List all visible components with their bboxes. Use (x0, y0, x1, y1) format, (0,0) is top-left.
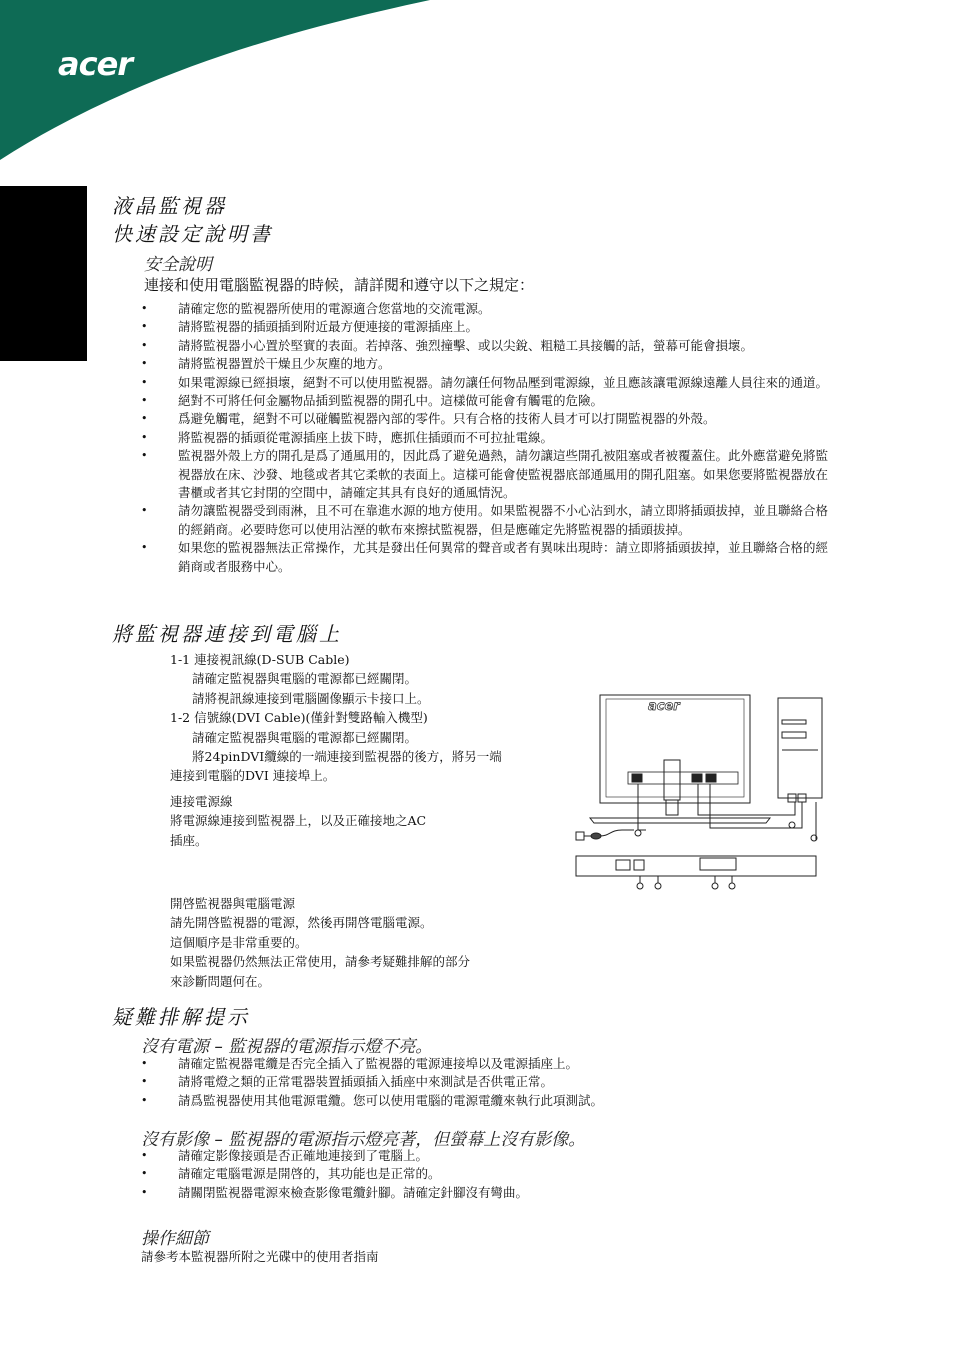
header-band (0, 0, 954, 170)
bottom-ports-panel (576, 856, 816, 876)
diagram-acer-logo: acer (648, 699, 680, 714)
poweron-text-d: 來診斷問題何在。 (170, 973, 271, 989)
poweron-text-b: 這個順序是非常重要的。 (170, 934, 308, 950)
noimage-list (141, 1147, 841, 1202)
list-item: • 請確定您的監視器所使用的電源適合您當地的交流電源。 (141, 300, 837, 318)
list-item: • 請爲監視器使用其他電源電纜。您可以使用電腦的電源電纜來執行此項測試。 (141, 1092, 841, 1110)
safety-list (141, 300, 837, 576)
power-text-b: 插座。 (170, 832, 208, 848)
list-item: • 將監視器的插頭從電源插座上拔下時，應抓住插頭而不可拉扯電線。 (141, 429, 837, 447)
list-item: • 請將監視器小心置於堅實的表面。若掉落、強烈撞擊、或以尖銳、粗糙工具接觸的話，螢幕可能會損壞。 (141, 337, 837, 355)
left-tab-marker (0, 186, 87, 361)
list-item: • 如果電源線已經損壞，絕對不可以使用監視器。請勿讓任何物品壓到電源線，並且應該讓電源線遠離人員往來的通道。 (141, 374, 837, 392)
step2-text-c: 連接到電腦的DVI 連接埠上。 (170, 768, 336, 784)
trouble-heading: 疑難排解提示 (112, 1005, 250, 1029)
acer-logo: acer (58, 45, 133, 83)
connection-diagram (570, 690, 832, 900)
step1-text-a: 請確定監視器與電腦的電源都已經關閉。 (192, 671, 418, 687)
doc-title-line2: 快速設定說明書 (112, 222, 273, 246)
list-item: • 監視器外殼上方的開孔是爲了通風用的，因此爲了避免過熱，請勿讓這些開孔被阻塞或者被覆蓋住。此外應當避免將監視器放在床、沙發、地毯或者其它柔軟的表面上。這樣可能會使監視器底部通風用的開孔阻塞。如果您要將監視器放在書櫃或者其它封閉的空間中，請確定其具有良好的通風情況。 (141, 447, 837, 502)
step1-text-b: 請將視訊線連接到電腦圖像顯示卡接口上。 (192, 690, 430, 706)
power-steps (170, 792, 490, 850)
list-item: • 如果您的監視器無法正常操作，尤其是發出任何異常的聲音或者有異味出現時：請立即將插頭拔掉，並且聯絡合格的經銷商或者服務中心。 (141, 539, 837, 576)
list-item: • 絕對不可將任何金屬物品插到監視器的開孔中。這樣做可能會有觸電的危險。 (141, 392, 837, 410)
step2-text-a: 請確定監視器與電腦的電源都已經關閉。 (192, 729, 418, 745)
connect-heading: 將監視器連接到電腦上 (112, 622, 342, 646)
list-item: • 請將電燈之類的正常電器裝置插頭插入插座中來測試是否供電正常。 (141, 1073, 841, 1091)
safety-intro: 連接和使用電腦監視器的時候，請詳閱和遵守以下之規定： (144, 276, 535, 294)
power-title: 連接電源線 (170, 794, 233, 809)
list-item: • 爲避免觸電，絕對不可以碰觸監視器內部的零件。只有合格的技術人員才可以打開監視器的外殼。 (141, 410, 837, 428)
list-item: • 請確定電腦電源是開啓的，其功能也是正常的。 (141, 1165, 841, 1183)
ops-text: 請參考本監視器所附之光碟中的使用者指南 (141, 1249, 379, 1264)
nopower-heading: 沒有電源 – 監視器的電源指示燈不亮。 (141, 1037, 433, 1057)
step2-text-b: 將24pinDVI纜線的一端連接到監視器的後方，將另一端 (192, 749, 502, 765)
noimage-heading: 沒有影像 – 監視器的電源指示燈亮著，但螢幕上沒有影像。 (141, 1130, 586, 1150)
poweron-text-a: 請先開啓監視器的電源，然後再開啓電腦電源。 (170, 915, 433, 931)
nopower-list (141, 1055, 841, 1110)
doc-title-line1: 液晶監視器 (112, 194, 227, 218)
safety-heading: 安全說明 (144, 255, 212, 275)
computer-tower (778, 698, 822, 798)
step2-title: 1-2 信號線(DVI Cable)(僅針對雙路輸入機型) (170, 710, 428, 726)
power-plug (576, 832, 584, 840)
step1-title: 1-1 連接視訊線(D-SUB Cable) (170, 652, 350, 667)
list-item: • 請確定監視器電纜是否完全插入了監視器的電源連接埠以及電源插座上。 (141, 1055, 841, 1073)
list-item: • 請將監視器置於干燥且少灰塵的地方。 (141, 355, 837, 373)
list-item: • 請勿讓監視器受到雨淋，且不可在靠進水源的地方使用。如果監視器不小心沾到水，請立即將插頭拔掉，並且聯絡合格的經銷商。必要時您可以使用沾溼的軟布來擦拭監視器，但是應確定先將監視器的插頭拔掉。 (141, 502, 837, 539)
connect-steps (170, 650, 550, 786)
poweron-text-c: 如果監視器仍然無法正常使用，請參考疑難排解的部分 (170, 954, 471, 970)
poweron-title: 開啓監視器與電腦電源 (170, 896, 296, 911)
poweron-steps (170, 894, 550, 991)
ops-heading: 操作細節 (141, 1229, 209, 1249)
list-item: • 請關閉監視器電源來檢查影像電纜針腳。請確定針腳沒有彎曲。 (141, 1184, 841, 1202)
list-item: • 請將監視器的插頭插到附近最方便連接的電源插座上。 (141, 318, 837, 336)
power-text-a: 將電源線連接到監視器上，以及正確接地之AC (170, 813, 427, 829)
list-item: • 請確定影像接頭是否正確地連接到了電腦上。 (141, 1147, 841, 1165)
